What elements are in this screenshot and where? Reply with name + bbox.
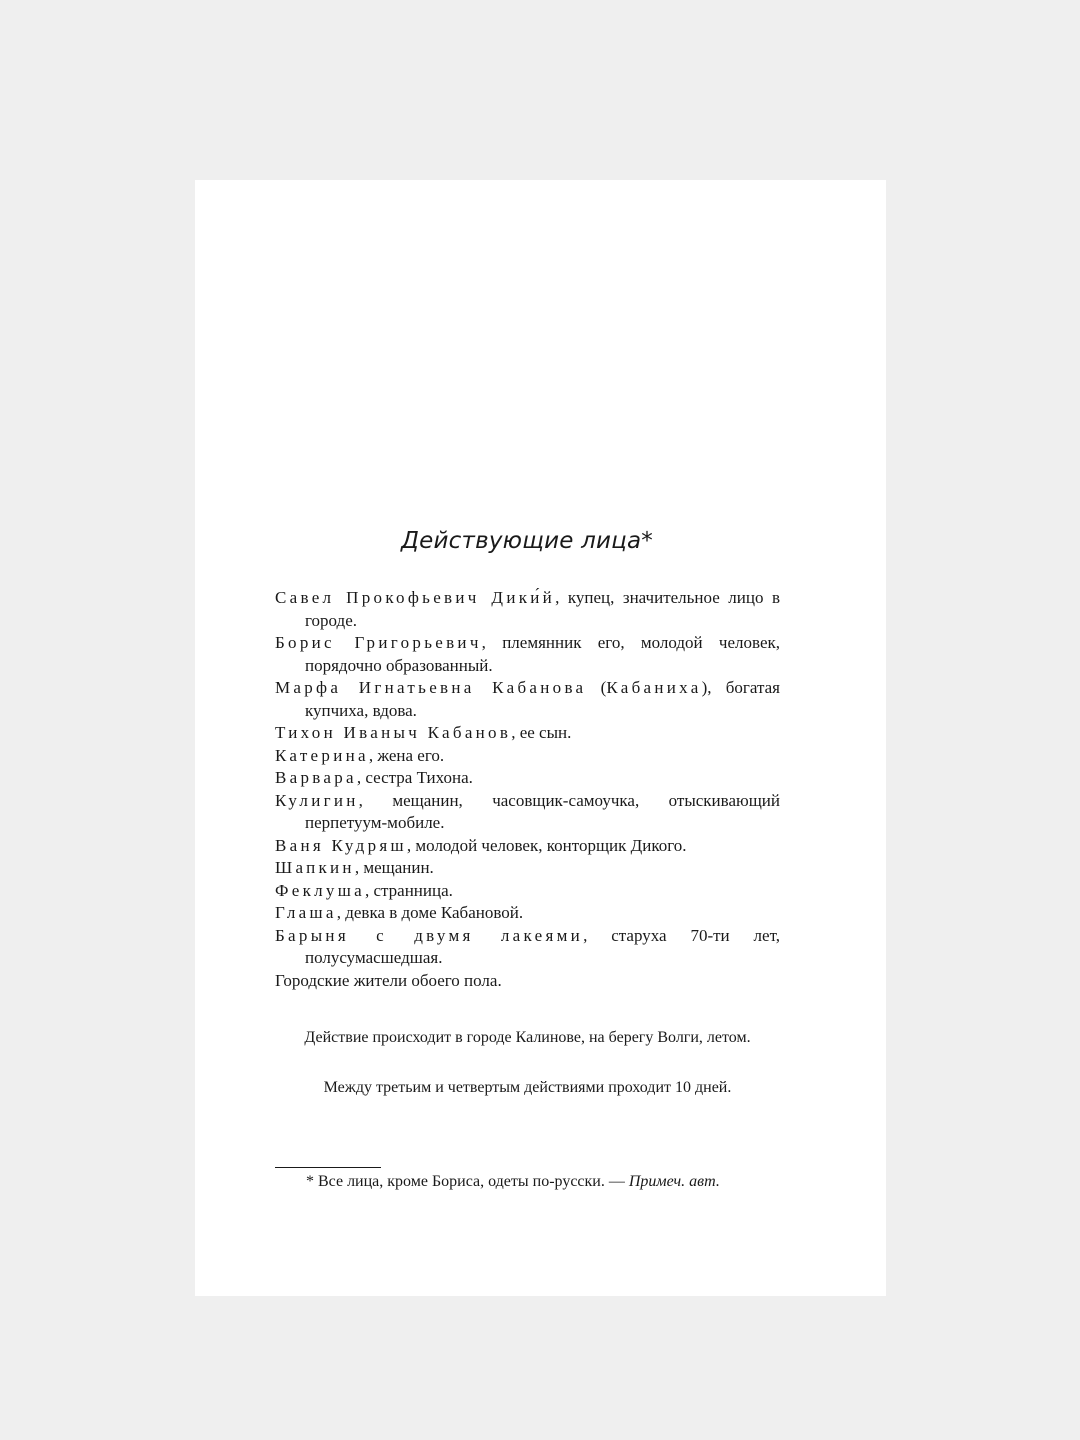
cast-entry-barynya — [275, 925, 780, 970]
cast-entry-feklusha — [275, 880, 780, 903]
cast-entry-shapkin — [275, 857, 780, 880]
character-name: Феклуша — [275, 880, 365, 900]
footnote — [306, 1173, 720, 1191]
cast-entry-tikhon — [275, 722, 780, 745]
character-description: , мещанин. — [354, 858, 434, 877]
character-description: , купец, значительное лицо в городе. — [305, 588, 780, 630]
footnote-divider — [275, 1167, 381, 1168]
character-nickname: Кабаниха — [606, 678, 702, 697]
cast-entry-dikoy — [275, 587, 780, 632]
footnote-text: * Все лица, кроме Бориса, одеты по-русски. — — [306, 1173, 629, 1190]
character-name: Варвара — [275, 768, 357, 787]
cast-entry-kuligin — [275, 790, 780, 835]
character-name: Шапкин — [275, 858, 355, 877]
character-description: , молодой человек, конторщик Дикого. — [406, 835, 687, 855]
character-description: , племянник его, молодой человек, порядочно образованный. — [305, 633, 780, 675]
character-description: , странница. — [364, 880, 453, 900]
page-title: Действующие лица* — [400, 528, 653, 554]
cast-entry-glasha — [275, 902, 780, 925]
cast-entry-boris — [275, 632, 780, 677]
character-name: Барыня с двумя лакеями — [275, 925, 584, 945]
character-name: Катерина — [275, 745, 369, 765]
character-name-separator: ( — [586, 678, 607, 697]
character-description: , старуха 70-ти лет, полусумасшедшая. — [305, 925, 780, 967]
character-description: , сестра Тихона. — [356, 768, 473, 787]
cast-list — [275, 587, 780, 992]
footnote-author-note: Примеч. авт. — [628, 1173, 720, 1190]
cast-entry-kudryash — [275, 835, 780, 858]
character-description: , жена его. — [368, 745, 445, 765]
setting-time: Между третьим и четвертым действиями проходит 10 дней. — [323, 1079, 732, 1096]
character-description: , ее сын. — [511, 723, 572, 742]
character-name: Марфа Игнатьевна Кабанова — [275, 678, 587, 697]
cast-entry-katerina — [275, 745, 780, 768]
character-name: Ваня Кудряш — [275, 835, 407, 855]
cast-entry-kabanova — [275, 677, 780, 722]
character-description: , девка в доме Кабановой. — [336, 903, 524, 922]
character-description: Городские жители обоего пола. — [275, 970, 502, 990]
character-description: ), богатая купчиха, вдова. — [305, 678, 780, 720]
character-name: Глаша — [275, 903, 337, 922]
character-description: , мещанин, часовщик-самоучка, отыскивающий перпетуум-мобиле. — [305, 790, 780, 832]
character-name: Кулигин — [275, 790, 359, 810]
cast-entry-varvara — [275, 767, 780, 790]
character-name: Савел Прокофьевич Дики́й — [275, 588, 556, 607]
setting-place: Действие происходит в городе Калинове, на берегу Волги, летом. — [304, 1029, 751, 1046]
character-name: Борис Григорьевич — [275, 633, 482, 652]
character-name: Тихон Иваныч Кабанов — [275, 723, 512, 742]
cast-entry-townspeople — [275, 970, 780, 993]
